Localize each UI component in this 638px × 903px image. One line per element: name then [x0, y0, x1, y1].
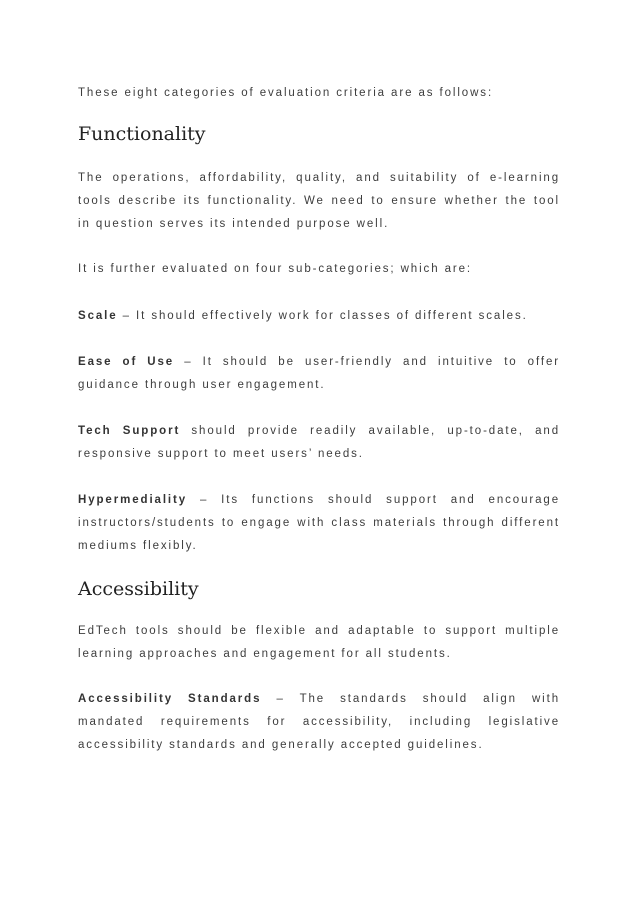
- hypermediality-item: [78, 489, 560, 558]
- ease-of-use-text: – It should be user-friendly and intuitive to offer guidance through user engagement.: [78, 356, 560, 391]
- ease-of-use-item: [78, 351, 560, 397]
- subcategories-intro: It is further evaluated on four sub-categories; which are:: [78, 263, 473, 275]
- accessibility-description: EdTech tools should be flexible and adaptable to support multiple learning approaches and engagement for all students.: [78, 625, 560, 660]
- scale-term: Scale: [78, 310, 118, 322]
- tech-support-item: [78, 420, 560, 466]
- functionality-heading: Functionality: [78, 123, 206, 145]
- accessibility-standards-text: – The standards should align with mandated requirements for accessibility, including legislative accessibility standards and generally accepted guidelines.: [78, 693, 560, 751]
- scale-text: – It should effectively work for classes of different scales.: [117, 310, 528, 322]
- functionality-description: The operations, affordability, quality, and suitability of e-learning tools describe its functionality. We need to ensure whether the tool in question serves its intended purpose well.: [78, 172, 560, 230]
- accessibility-standards-item: [78, 688, 560, 757]
- scale-item: [78, 305, 560, 328]
- hypermediality-text: – Its functions should support and encourage instructors/students to engage with class materials through different mediums flexibly.: [78, 494, 560, 552]
- hypermediality-term: Hypermediality: [78, 494, 188, 506]
- tech-support-text: should provide readily available, up-to-date, and responsive support to meet users’ needs.: [78, 425, 560, 460]
- accessibility-standards-term: Accessibility Standards: [78, 693, 262, 705]
- intro-paragraph: These eight categories of evaluation criteria are as follows:: [78, 87, 494, 99]
- accessibility-heading: Accessibility: [78, 578, 199, 600]
- tech-support-term: Tech Support: [78, 425, 181, 437]
- ease-of-use-term: Ease of Use: [78, 356, 175, 368]
